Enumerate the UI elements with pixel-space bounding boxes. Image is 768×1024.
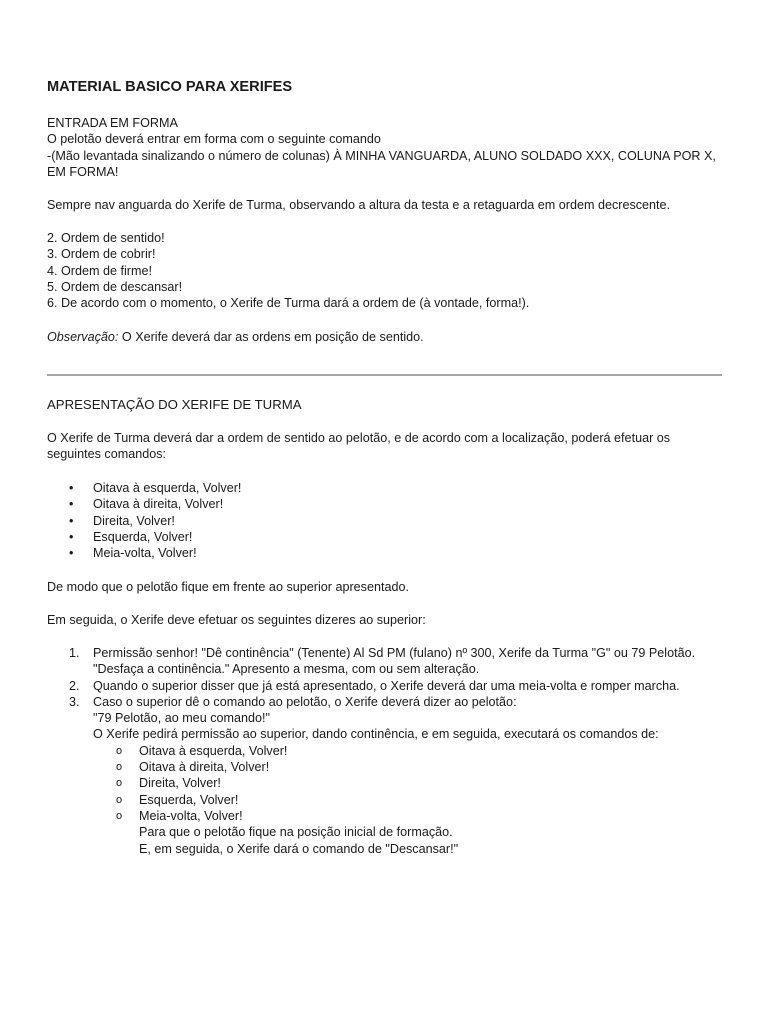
ordem-item: 5. Ordem de descansar! xyxy=(47,279,183,294)
bullet-marker: • xyxy=(69,529,74,544)
list-item: 2. Quando o superior disser que já está apresentado, o Xerife deverá dar uma meia-volta e romper marcha. xyxy=(69,678,680,693)
final-line-1: Para que o pelotão fique na posição inicial de formação. xyxy=(139,825,453,840)
observacao-text: O Xerife deverá dar as ordens em posição de sentido. xyxy=(118,330,424,344)
list-item: 3. Caso o superior dê o comando ao pelotão, o Xerife deverá dizer ao pelotão: "79 Pelotão, ao meu comando!" O Xerife pedirá permissão ao superior, dando continência, e em seguida, executará os comandos de: xyxy=(47,694,737,743)
list-item: • Esquerda, Volver! xyxy=(69,529,193,544)
modo-paragraph: De modo que o pelotão fique em frente ao superior apresentado. xyxy=(47,580,409,594)
list-item: o Oitava à direita, Volver! xyxy=(116,760,270,775)
seguida-paragraph: Em seguida, o Xerife deve efetuar os seguintes dizeres ao superior: xyxy=(47,613,426,627)
ordem-item: 4. Ordem de firme! xyxy=(47,263,152,278)
observacao-label: Observação: xyxy=(47,330,119,344)
ordem-item: 2. Ordem de sentido! xyxy=(47,231,165,245)
comandos-list xyxy=(47,480,727,561)
ordem-item: 6. De acordo com o momento, o Xerife de Turma dará a ordem de (à vontade, forma!). xyxy=(47,296,530,311)
list-item: • Meia-volta, Volver! xyxy=(69,546,197,561)
list-item: o Esquerda, Volver! xyxy=(116,792,239,807)
ordens-list xyxy=(47,230,727,311)
entrada-section xyxy=(47,115,727,180)
list-item: • Direita, Volver! xyxy=(69,513,175,528)
sempre-paragraph: Sempre nav anguarda do Xerife de Turma, observando a altura da testa e a retaguarda em ordem decrescente. xyxy=(47,198,671,212)
entrada-line-1: O pelotão deverá entrar em forma com o seguinte comando xyxy=(47,132,381,147)
observacao-paragraph xyxy=(47,329,727,345)
section-divider xyxy=(47,374,722,376)
entrada-line-2: -(Mão levantada sinalizando o número de colunas) À MINHA VANGUARDA, ALUNO SOLDADO XXX, COLUNA POR X, EM FORMA! xyxy=(47,148,716,179)
steps-list xyxy=(47,645,737,857)
list-item: o Meia-volta, Volver! xyxy=(116,808,243,823)
list-item: 1. Permissão senhor! "Dê continência" (Tenente) Al Sd PM (fulano) nº 300, Xerife da Turma "G" ou 79 Pelotão. "Desfaça a continência." Apresento a mesma, com ou sem alteração. xyxy=(69,646,696,677)
document-title: MATERIAL BASICO PARA XERIFES xyxy=(47,79,293,95)
entrada-heading: ENTRADA EM FORMA xyxy=(47,116,178,130)
bullet-marker: • xyxy=(69,513,74,528)
bullet-marker: • xyxy=(69,497,74,512)
list-item: o Oitava à esquerda, Volver! xyxy=(116,743,288,758)
list-item: o Direita, Volver! xyxy=(116,776,221,791)
quote-line: "79 Pelotão, ao meu comando!" xyxy=(93,711,270,726)
list-item: • Oitava à esquerda, Volver! xyxy=(69,481,242,495)
list-item: • Oitava à direita, Volver! xyxy=(69,497,224,512)
apresentacao-heading: APRESENTAÇÃO DO XERIFE DE TURMA xyxy=(47,397,302,412)
bullet-marker: • xyxy=(69,546,74,561)
apresentacao-intro: O Xerife de Turma deverá dar a ordem de sentido ao pelotão, e de acordo com a localização, poderá efetuar os seguintes comandos: xyxy=(47,431,671,462)
bullet-marker: • xyxy=(69,481,74,495)
final-line-2: E, em seguida, o Xerife dará o comando de "Descansar!" xyxy=(139,841,459,856)
ordem-item: 3. Ordem de cobrir! xyxy=(47,247,156,262)
